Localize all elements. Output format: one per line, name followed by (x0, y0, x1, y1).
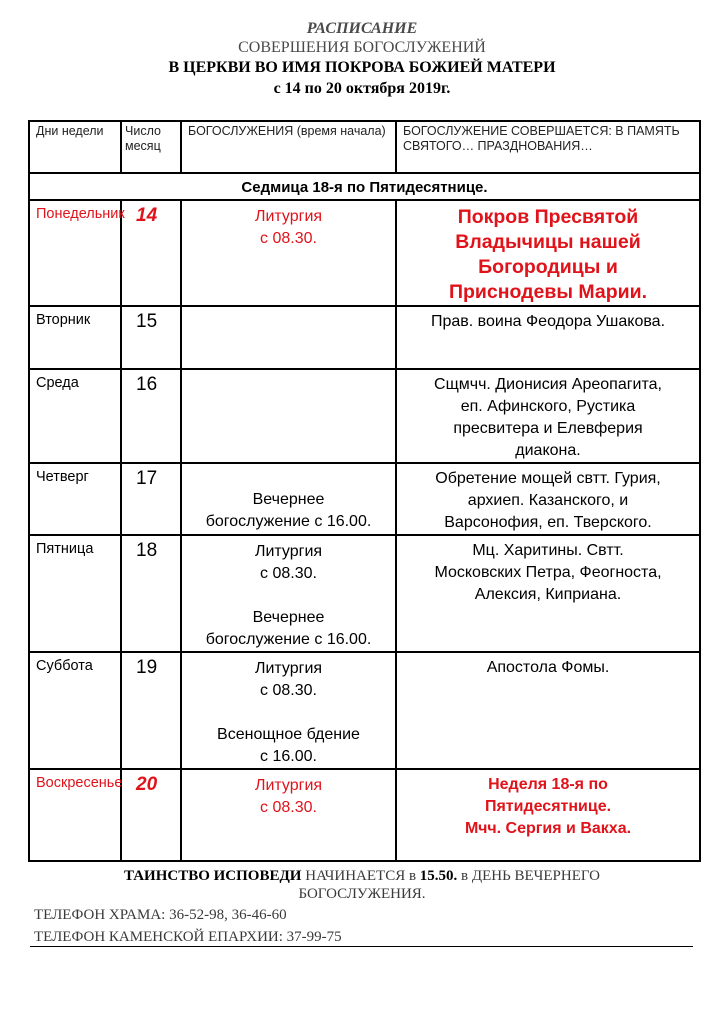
date-cell: 18 (121, 535, 181, 652)
date-cell: 14 (121, 200, 181, 306)
service-line: богослужение с 16.00. (205, 513, 372, 530)
day-cell: Воскресенье (29, 769, 121, 861)
day-cell: Вторник (29, 306, 121, 369)
service-line: Литургия (254, 660, 323, 677)
memory-line: Обретение мощей свтт. Гурия, (435, 470, 661, 487)
column-header: БОГОСЛУЖЕНИЯ (время начала) (181, 121, 396, 173)
day-cell: Четверг (29, 463, 121, 535)
service-line: с 08.30. (260, 799, 317, 816)
services-cell (181, 769, 396, 861)
week-title-row (29, 173, 700, 200)
day-cell: Среда (29, 369, 121, 463)
service-line: Вечернее (252, 491, 325, 508)
services-cell (181, 306, 396, 369)
memory-line: Владычицы нашей (455, 231, 641, 253)
service-line: Литургия (254, 543, 323, 560)
table-row (29, 535, 700, 652)
confession-text: НАЧИНАЕТСЯ в (301, 868, 420, 884)
confession-text-end: в ДЕНЬ ВЕЧЕРНЕГО (457, 868, 601, 884)
service-line: Вечернее (252, 609, 325, 626)
week-title: Седмица 18-я по Пятидесятнице. (29, 173, 700, 200)
confession-title: ТАИНСТВО ИСПОВЕДИ (123, 868, 302, 884)
day-cell: Пятница (29, 535, 121, 652)
service-line: с 08.30. (260, 230, 317, 247)
memory-line: Неделя 18-я по (488, 776, 608, 793)
header-church: В ЦЕРКВИ ВО ИМЯ ПОКРОВА БОЖИЕЙ МАТЕРИ (168, 59, 556, 76)
phone-eparchy: ТЕЛЕФОН КАМЕНСКОЙ ЕПАРХИИ: 37-99-75 (34, 929, 342, 945)
column-header: Дни недели (29, 121, 121, 173)
memory-line: Варсонофия, еп. Тверского. (444, 514, 652, 531)
memory-line: пресвитера и Елевферия (453, 420, 643, 437)
memory-line: Московских Петра, Феогноста, (434, 564, 662, 581)
header-dates: с 14 по 20 октября 2019г. (273, 80, 451, 97)
date-cell: 17 (121, 463, 181, 535)
service-line: богослужение с 16.00. (205, 631, 372, 648)
services-cell (181, 369, 396, 463)
memory-line: архиеп. Казанского, и (467, 492, 629, 509)
memory-line: Апостола Фомы. (486, 659, 610, 676)
services-cell (181, 463, 396, 535)
table-row (29, 306, 700, 369)
schedule-table (28, 120, 701, 862)
memory-line: Пятидесятнице. (484, 798, 612, 815)
date-cell: 16 (121, 369, 181, 463)
header-subtitle: СОВЕРШЕНИЯ БОГОСЛУЖЕНИЙ (238, 39, 486, 56)
services-cell (181, 200, 396, 306)
table-row (29, 769, 700, 861)
memory-line: Богородицы и (478, 256, 618, 278)
service-line: Литургия (254, 208, 323, 225)
memory-line: Мц. Харитины. Свтт. (472, 542, 624, 559)
header-title: РАСПИСАНИЕ (306, 20, 418, 37)
column-header: БОГОСЛУЖЕНИЕ СОВЕРШАЕТСЯ: В ПАМЯТЬ СВЯТОГО… ПРАЗДНОВАНИЯ… (396, 121, 700, 173)
memory-cell (396, 769, 700, 861)
memory-cell (396, 652, 700, 769)
table-row (29, 652, 700, 769)
memory-line: Алексия, Киприана. (474, 586, 622, 603)
table-row (29, 200, 700, 306)
phone-temple: ТЕЛЕФОН ХРАМА: 36-52-98, 36-46-60 (34, 907, 287, 923)
memory-line: Прав. воина Феодора Ушакова. (430, 313, 666, 330)
service-line: с 08.30. (260, 682, 317, 699)
memory-line: еп. Афинского, Рустика (460, 398, 636, 415)
confession-notice (0, 867, 724, 903)
memory-cell (396, 200, 700, 306)
services-cell (181, 535, 396, 652)
date-cell: 20 (121, 769, 181, 861)
table-row (29, 369, 700, 463)
service-line: с 08.30. (260, 565, 317, 582)
services-cell (181, 652, 396, 769)
column-header: Число месяц (121, 121, 181, 173)
service-line: Литургия (254, 777, 323, 794)
divider (30, 946, 693, 947)
confession-time: 15.50. (419, 868, 458, 884)
memory-cell (396, 463, 700, 535)
memory-cell (396, 535, 700, 652)
memory-cell (396, 306, 700, 369)
table-header-row (29, 121, 700, 173)
confession-text-end2: БОГОСЛУЖЕНИЯ. (298, 886, 426, 902)
day-cell: Суббота (29, 652, 121, 769)
memory-line: Приснодевы Марии. (448, 281, 648, 303)
service-line: Всенощное бдение (217, 726, 360, 743)
date-cell: 15 (121, 306, 181, 369)
day-cell: Понедельник (29, 200, 121, 306)
memory-line: Мчч. Сергия и Вакха. (464, 820, 632, 837)
memory-line: диакона. (515, 442, 581, 459)
service-line: с 16.00. (260, 748, 317, 765)
memory-line: Сщмчч. Дионисия Ареопагита, (434, 376, 662, 393)
memory-cell (396, 369, 700, 463)
table-row (29, 463, 700, 535)
memory-line: Покров Пресвятой (457, 206, 639, 228)
date-cell: 19 (121, 652, 181, 769)
